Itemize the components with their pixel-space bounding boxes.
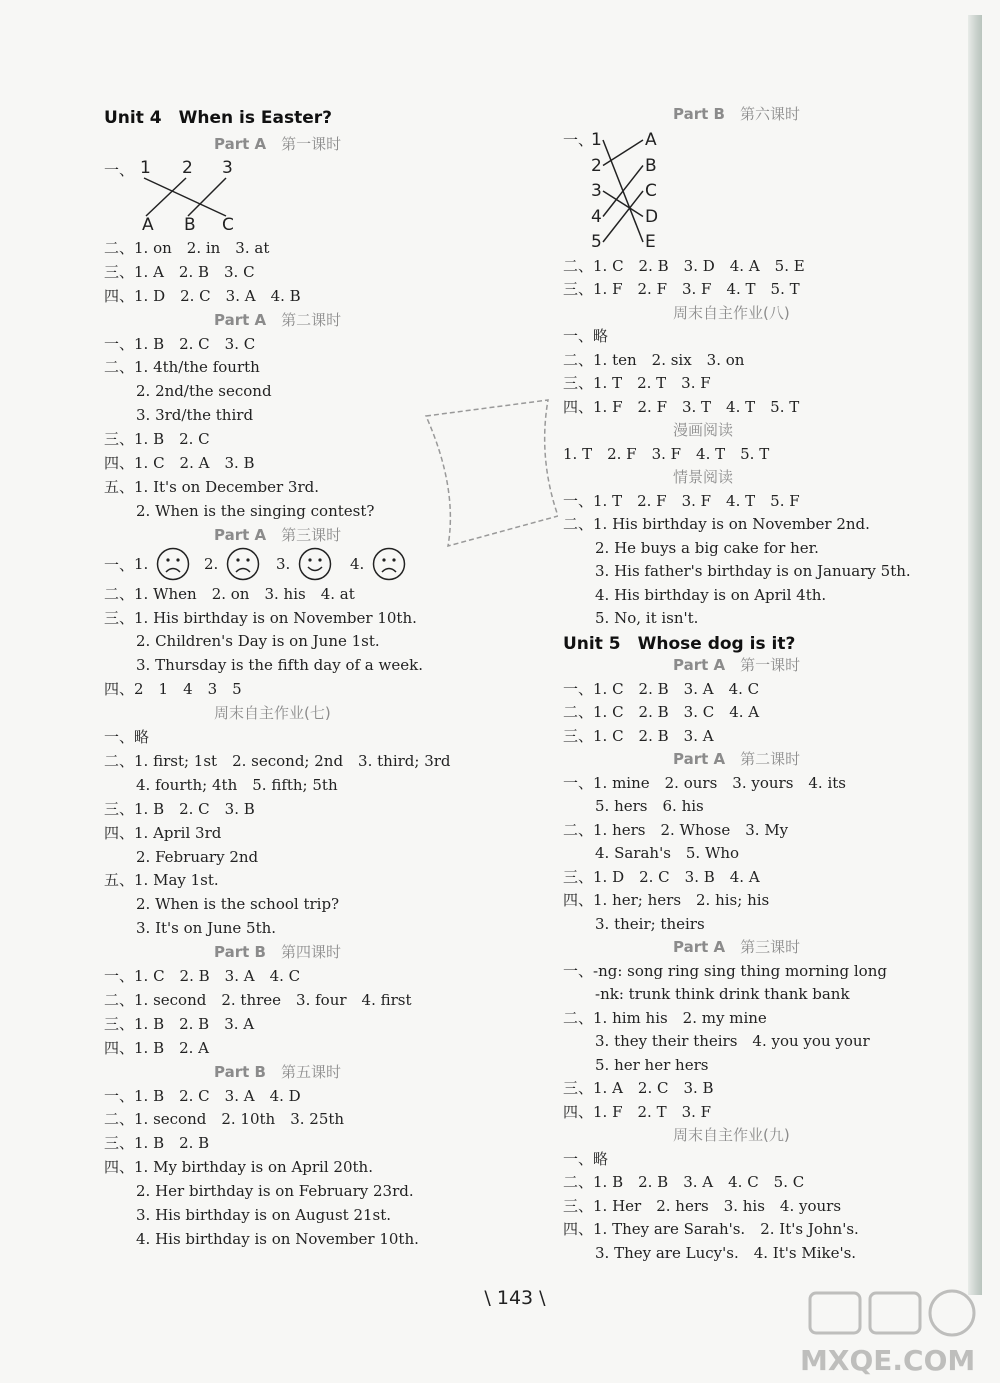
match-line (188, 178, 226, 216)
answer-line: 二、1. on 2. in 3. at (104, 238, 270, 257)
answer-line: 4. His birthday is on November 10th. (136, 1229, 419, 1248)
answer-line: 四、2 1 4 3 5 (104, 680, 242, 699)
match-prefix: 一、 (563, 131, 594, 149)
section-heading (673, 1125, 790, 1145)
answer-line: 三、1. B 2. B (104, 1134, 210, 1153)
match-left-label: 1 (591, 130, 602, 150)
answer-line: 五、1. May 1st. (104, 871, 219, 890)
match-right-label: D (645, 206, 659, 227)
unit-4-title: Unit 4 When is Easter? (104, 108, 332, 128)
match-bottom-label: C (222, 214, 234, 235)
face-number: 3. (276, 554, 291, 573)
match-top-label: 3 (222, 157, 233, 178)
section-heading (214, 1062, 341, 1082)
answer-line: 3. 3rd/the third (136, 406, 254, 425)
answer-line: 3. It's on June 5th. (136, 919, 277, 938)
section-lesson: 第六课时 (739, 105, 800, 123)
answer-line: 二、1. second 2. three 3. four 4. first (104, 990, 412, 1009)
stamp-outline (418, 398, 558, 548)
section-part: Part A (214, 525, 267, 544)
faces-prefix: 一、 (104, 555, 135, 574)
answer-line: 3. they their theirs 4. you you your (595, 1032, 870, 1050)
answer-line: 2. February 2nd (136, 847, 259, 866)
section-heading (214, 703, 331, 723)
section-part: Part B (214, 1062, 266, 1081)
answer-line: 4. Sarah's 5. Who (595, 844, 740, 862)
answer-line: 三、1. D 2. C 3. B 4. A (563, 867, 760, 886)
answer-line: 3. His father's birthday is on January 5th. (595, 562, 911, 580)
section-heading (214, 134, 341, 154)
face-number: 4. (350, 554, 365, 573)
match-line (603, 140, 643, 166)
section-lesson: 周末自主作业(八) (673, 303, 790, 322)
section-part: Part A (214, 135, 267, 153)
section-part: Part B (673, 105, 725, 123)
answer-line: 三、1. B 2. B 3. A (104, 1014, 255, 1033)
happy-face-icon (298, 547, 332, 581)
answer-line: 2. When is the singing contest? (136, 501, 375, 520)
answer-line: 二、1. When 2. on 3. his 4. at (104, 584, 355, 603)
answer-line: 2. Children's Day is on June 1st. (136, 632, 380, 651)
answer-line: -nk: trunk think drink thank bank (595, 985, 850, 1003)
section-lesson: 第二课时 (740, 750, 801, 768)
answer-line: 三、1. F 2. F 3. F 4. T 5. T (563, 280, 800, 298)
match-left-label: 4 (591, 206, 602, 227)
answer-line: 一、1. T 2. F 3. F 4. T 5. F (563, 491, 800, 510)
answer-line: 三、1. A 2. B 3. C (104, 262, 255, 281)
answer-line: 5. hers 6. his (595, 797, 704, 815)
unit-5-title: Unit 5 Whose dog is it? (563, 633, 796, 654)
answer-line: 三、1. C 2. B 3. A (563, 726, 714, 745)
answer-line: 二、1. first; 1st 2. second; 2nd 3. third; 3rd (104, 751, 451, 770)
section-lesson: 第一课时 (740, 656, 801, 674)
section-part: Part A (673, 938, 726, 956)
answer-line: 3. their; theirs (595, 914, 705, 933)
answer-line: 三、1. B 2. C (104, 430, 210, 449)
match-line (603, 191, 643, 242)
answer-line: 四、1. My birthday is on April 20th. (104, 1158, 373, 1177)
answer-line: 二、1. second 2. 10th 3. 25th (104, 1110, 345, 1129)
answer-line: 4. His birthday is on April 4th. (595, 585, 827, 604)
svg-text:MXQE.COM: MXQE.COM (800, 1344, 976, 1377)
answer-line: 二、1. hers 2. Whose 3. My (563, 820, 789, 839)
section-lesson: 第四课时 (280, 943, 341, 962)
section-heading (673, 749, 800, 769)
answer-line: 一、1. C 2. B 3. A 4. C (563, 679, 760, 698)
answer-line: 四、1. C 2. A 3. B (104, 454, 255, 472)
section-lesson: 漫画阅读 (673, 421, 734, 439)
answer-line: 1. T 2. F 3. F 4. T 5. T (563, 444, 770, 463)
match-bottom-label: B (184, 214, 196, 235)
page-number: \ 143 \ (484, 1287, 546, 1309)
answer-line: 一、1. mine 2. ours 3. yours 4. its (563, 773, 846, 792)
section-heading (673, 303, 790, 323)
answer-line: 二、1. C 2. B 3. D 4. A 5. E (563, 256, 805, 275)
answer-line: 四、1. They are Sarah's. 2. It's John's. (563, 1220, 859, 1238)
match-line (144, 178, 226, 216)
answer-line: 四、1. her; hers 2. his; his (563, 891, 770, 909)
match-line (146, 178, 186, 216)
answer-line: 三、1. His birthday is on November 10th. (104, 608, 417, 627)
section-lesson: 周末自主作业(七) (214, 704, 331, 723)
match-top-label: 2 (182, 157, 193, 178)
match-lines-2 (563, 130, 683, 260)
match-right-label: A (645, 130, 657, 150)
section-part: Part B (214, 943, 266, 962)
section-lesson: 情景阅读 (673, 468, 734, 486)
answer-line: 4. fourth; 4th 5. fifth; 5th (136, 775, 338, 794)
match-top-label: 1 (140, 157, 151, 178)
answer-line: 二、1. His birthday is on November 2nd. (563, 515, 870, 533)
section-lesson: 第一课时 (281, 135, 342, 153)
face-number: 2. (204, 554, 219, 573)
section-lesson: 周末自主作业(九) (673, 1126, 790, 1144)
match-left-label: 5 (591, 232, 602, 252)
answer-line: 五、1. It's on December 3rd. (104, 477, 319, 496)
answer-line: 三、1. Her 2. hers 3. his 4. yours (563, 1196, 842, 1215)
section-lesson: 第三课时 (740, 938, 801, 956)
section-heading (673, 420, 733, 440)
answer-line: 一、1. B 2. C 3. A 4. D (104, 1086, 301, 1105)
sad-face-icon (226, 547, 260, 581)
section-heading (673, 104, 800, 124)
answer-line: 三、1. A 2. C 3. B (563, 1079, 714, 1097)
answer-line: 二、1. 4th/the fourth (104, 358, 260, 377)
answer-line: 3. His birthday is on August 21st. (136, 1206, 392, 1224)
match-right-label: C (645, 181, 657, 201)
section-lesson: 第三课时 (281, 525, 342, 544)
match-line (603, 191, 643, 217)
section-part: Part A (673, 750, 726, 768)
answer-line: 二、1. C 2. B 3. C 4. A (563, 703, 760, 721)
face-number: 1. (134, 554, 149, 573)
match-right-label: B (645, 155, 657, 176)
section-lesson: 第五课时 (280, 1062, 341, 1081)
section-heading (673, 467, 733, 487)
answer-line: 二、1. him his 2. my mine (563, 1008, 767, 1027)
answer-line: 3. Thursday is the fifth day of a week. (136, 656, 423, 675)
answer-line: 2. 2nd/the second (136, 382, 272, 401)
answer-line: 三、1. T 2. T 3. F (563, 374, 711, 392)
answer-line: 四、1. April 3rd (104, 823, 222, 842)
section-heading (214, 525, 341, 545)
answer-line: 2. He buys a big cake for her. (595, 538, 819, 557)
page-edge-shadow (968, 15, 982, 1295)
answer-line: 2. When is the school trip? (136, 895, 340, 914)
sad-face-icon (156, 547, 190, 581)
section-part: Part A (214, 310, 267, 329)
section-heading (673, 937, 800, 957)
answer-line: 一、1. B 2. C 3. C (104, 334, 256, 353)
answer-line: 四、1. B 2. A (104, 1038, 210, 1057)
section-lesson: 第二课时 (281, 310, 342, 329)
match-line (603, 166, 643, 217)
answer-line: 四、1. F 2. F 3. T 4. T 5. T (563, 397, 800, 416)
answer-line: 5. No, it isn't. (595, 609, 699, 627)
answer-line: 二、1. ten 2. six 3. on (563, 350, 745, 369)
answer-line: 5. her her hers (595, 1055, 709, 1074)
match-right-label: E (645, 232, 656, 252)
answer-line: 四、1. D 2. C 3. A 4. B (104, 286, 301, 305)
answer-line: 二、1. B 2. B 3. A 4. C 5. C (563, 1173, 805, 1191)
match-left-label: 3 (591, 181, 602, 201)
answer-line: 四、1. F 2. T 3. F (563, 1102, 712, 1121)
section-heading (214, 310, 341, 330)
answer-line: 一、略 (563, 327, 609, 345)
section-part: Part A (673, 656, 726, 674)
match-prefix: 一、 (104, 160, 135, 179)
answer-line: 一、略 (104, 728, 150, 746)
answer-line: 一、-ng: song ring sing thing morning long (563, 961, 887, 980)
section-heading (214, 942, 341, 962)
answer-line: 一、1. C 2. B 3. A 4. C (104, 967, 301, 985)
answer-line: 3. They are Lucy's. 4. It's Mike's. (595, 1243, 857, 1262)
match-left-label: 2 (591, 155, 602, 176)
answer-line: 2. Her birthday is on February 23rd. (136, 1182, 414, 1201)
watermark-logo (780, 1285, 990, 1380)
section-heading (673, 655, 800, 675)
answer-line: 一、略 (563, 1149, 609, 1168)
match-bottom-label: A (142, 214, 154, 235)
answer-line: 三、1. B 2. C 3. B (104, 799, 255, 818)
sad-face-icon (372, 547, 406, 581)
